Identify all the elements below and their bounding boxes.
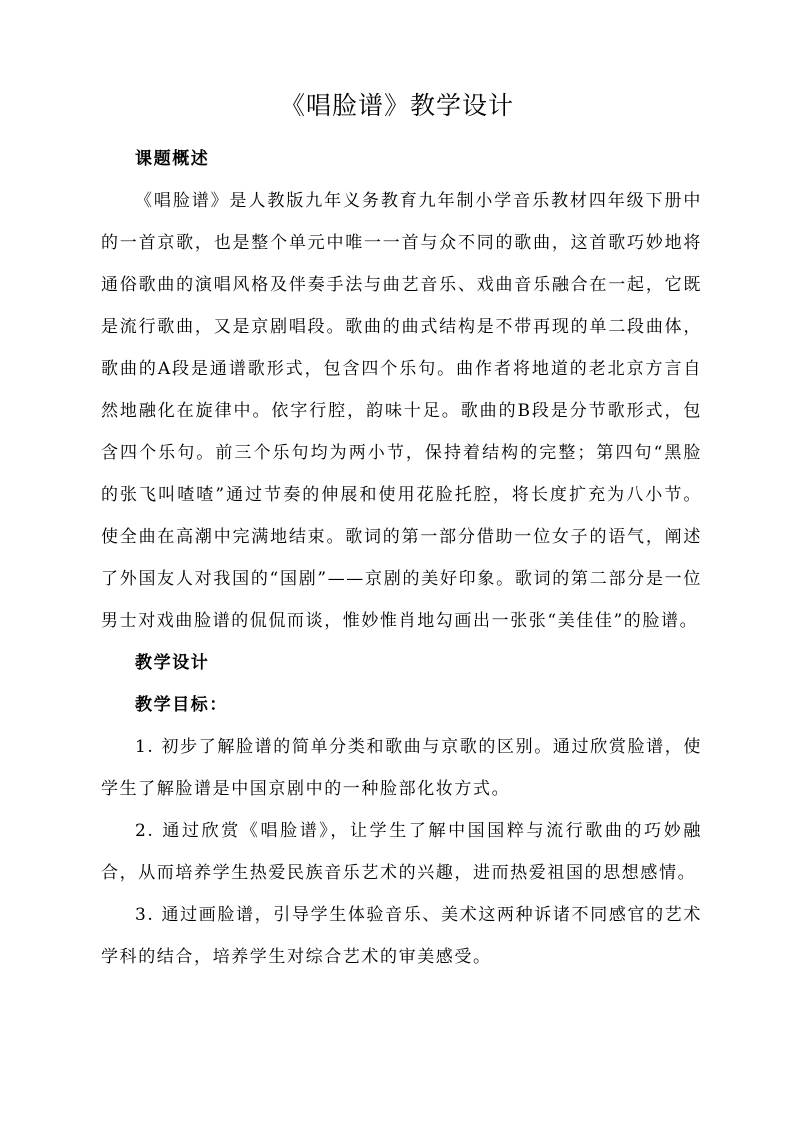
goals-heading: 教学目标： — [135, 695, 228, 715]
overview-heading: 课题概述 — [135, 149, 210, 169]
overview-paragraph: 《唱脸谱》是人教版九年义务教育九年制小学音乐教材四年级下册中的一首京歌，也是整个单元中唯一一首与众不同的歌曲，这首歌巧妙地将通俗歌曲的演唱风格及伴奏手法与曲艺音乐、戏曲音乐融合在一起，它既是流行歌曲，又是京剧唱段。歌曲的曲式结构是不带再现的单二段曲体，歌曲的A段是通谱歌形式，包含四个乐句。曲作者将地道的老北京方言自然地融化在旋律中。依字行腔，韵味十足。歌曲的B段是分节歌形式，包含四个乐句。前三个乐句均为两小节，保持着结构的完整；第四句“黑脸的张飞叫喳喳”通过节奏的伸展和使用花脸托腔，将长度扩充为八小节。使全曲在高潮中完满地结束。歌词的第一部分借助一位女子的语气，阐述了外国友人对我国的“国剧”——京剧的美好印象。歌词的第二部分是一位男士对戏曲脸谱的侃侃而谈，惟妙惟肖地勾画出一张张“美佳佳”的脸谱。 — [101, 191, 702, 631]
goal-item-2: 2. 通过欣赏《唱脸谱》，让学生了解中国国粹与流行歌曲的巧妙融合，从而培养学生热爱民族音乐艺术的兴趣，进而热爱祖国的思想感情。 — [101, 821, 702, 883]
document-title: 《唱脸谱》教学设计 — [279, 91, 514, 120]
document-body — [101, 138, 702, 978]
goal-item-3: 3. 通过画脸谱，引导学生体验音乐、美术这两种诉诸不同感官的艺术学科的结合，培养学生对综合艺术的审美感受。 — [101, 905, 702, 967]
design-heading: 教学设计 — [135, 653, 210, 673]
goal-item-1: 1. 初步了解脸谱的简单分类和歌曲与京歌的区别。通过欣赏脸谱，使学生了解脸谱是中国京剧中的一种脸部化妆方式。 — [101, 737, 702, 799]
